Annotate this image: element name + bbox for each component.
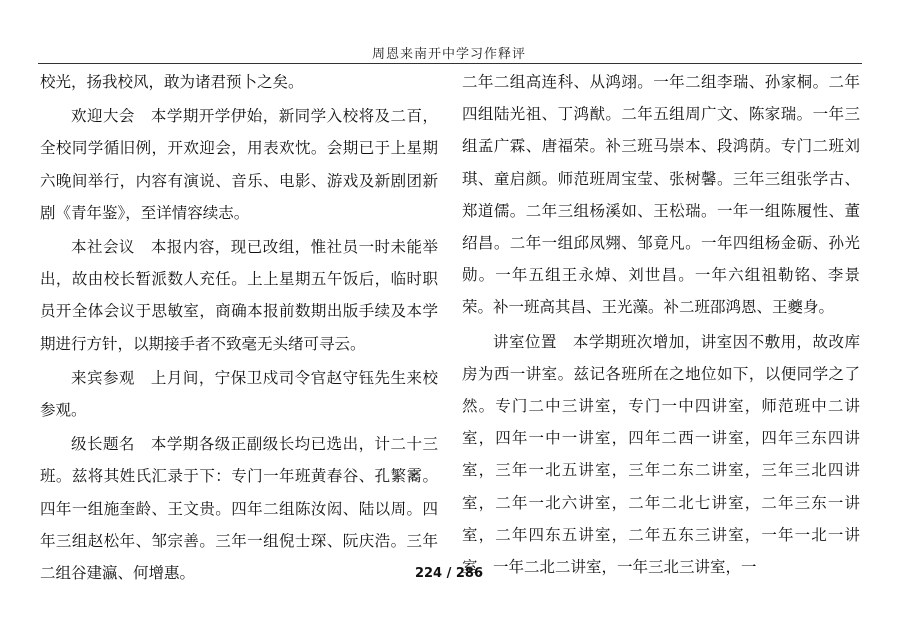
right-column: [462, 66, 860, 583]
paragraph-classroom-locations: 讲室位置 本学期班次增加，讲室因不敷用，故改库房为西一讲室。兹记各班所在之地位如下，以便同学之了然。专门二中三讲室，专门一中四讲室，师范班中二讲室，四年一中一讲室，四年二西一讲室，四年三东四讲室，三年一北五讲室，三年二东二讲室，三年三北四讲室，二年一北六讲室，二年二北七讲室，二年三东一讲室，二年四东五讲室，二年五东三讲室，一年一北一讲室，一年二北二讲室，一年三北三讲室，一: [462, 332, 860, 577]
paragraph-class-leaders: 级长题名 本学期各级正副级长均已选出，计二十三班。兹将其姓氏汇录于下：专门一年班黄春谷、孔繁霱。四年一组施奎龄、王文贵。四年二组陈汝闳、陆以周。四年三组赵松年、邹宗善。三年一组倪士琛、阮庆浩。三年二组谷建瀛、何增惠。: [40, 435, 438, 583]
paragraph-class-leaders-continued: 二年二组高连科、从鸿翊。一年二组李瑞、孙家桐。二年四组陆光祖、丁鸿猷。二年五组周广文、陈家瑞。一年三组孟广霖、唐福荣。补三班马崇本、段鸿荫。专门二班刘琪、童启颜。师范班周宝莹、张树馨。三年三组张学古、郑道儒。二年三组杨溪如、王松瑞。一年一组陈履性、董绍昌。二年一组邱凤翙、邹竟凡。一年四组杨金砺、孙光勋。一年五组王永焯、刘世昌。一年六组祖勒铭、李景荣。补一班高其昌、王光藻。补二班邵鸿恩、王夔身。: [462, 73, 860, 317]
paragraph-welcome-meeting: 欢迎大会 本学期开学伊始，新同学入校将及二百，全校同学循旧例，开欢迎会，用表欢忱。会期已于上星期六晚间举行，内容有演说、音乐、电影、游戏及新剧团新剧《青年鉴》，至详情容续志。: [40, 107, 438, 222]
header-divider: [38, 63, 862, 64]
running-header: 周恩来南开中学习作释评: [371, 47, 526, 62]
paragraph-guest-visit: 来宾参观 上月间，宁保卫戍司令官赵守钰先生来校参观。: [40, 368, 438, 420]
page-number: 224 / 286: [414, 566, 484, 581]
paragraph-continued: 校光，扬我校风，敢为诸君预卜之矣。: [40, 73, 304, 91]
left-column: [40, 66, 438, 589]
paragraph-society-meeting: 本社会议 本报内容，现已改组，惟社员一时未能举出，故由校长暂派数人充任。上上星期五午饭后，临时职员开全体会议于思敏室，商确本报前数期出版手续及本学期进行方针，以期接手者不致毫无头绪可寻云。: [40, 238, 438, 353]
